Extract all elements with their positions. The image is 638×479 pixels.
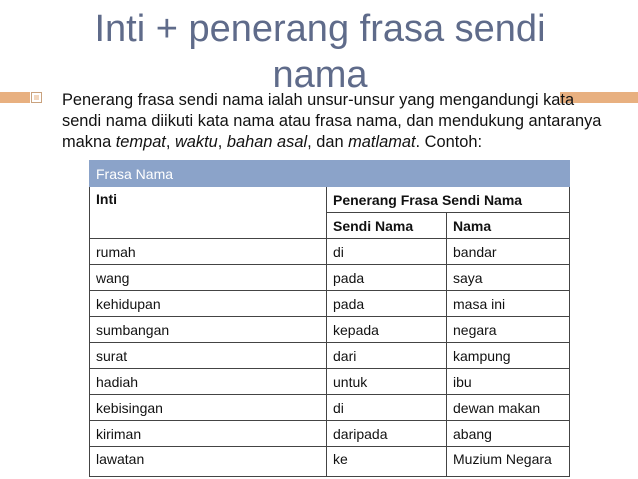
- slide-title-line2: nama: [272, 54, 368, 96]
- cell-nama: kampung: [447, 343, 570, 369]
- paragraph-separator: ,: [217, 133, 227, 151]
- cell-nama: abang: [447, 421, 570, 447]
- cell-nama: bandar: [447, 239, 570, 265]
- paragraph-separator: , dan: [307, 133, 349, 151]
- header-sendi-nama: Sendi Nama: [327, 213, 447, 239]
- cell-nama: Muzium Negara: [447, 447, 570, 477]
- cell-sendi-nama: di: [327, 239, 447, 265]
- paragraph-item-bahan-asal: bahan asal: [226, 133, 308, 151]
- header-inti: Inti: [90, 187, 327, 239]
- cell-nama: saya: [447, 265, 570, 291]
- cell-inti: kiriman: [90, 421, 327, 447]
- header-frasa-nama: Frasa Nama: [90, 161, 570, 187]
- cell-inti: sumbangan: [90, 317, 327, 343]
- cell-inti: kebisingan: [90, 395, 327, 421]
- table-row: [90, 265, 570, 291]
- cell-inti: lawatan: [90, 447, 327, 477]
- cell-nama: ibu: [447, 369, 570, 395]
- cell-nama: masa ini: [447, 291, 570, 317]
- paragraph-item-matlamat: matlamat: [348, 133, 416, 151]
- frasa-nama-table: [89, 160, 570, 477]
- accent-rule-left: [0, 92, 30, 103]
- table-row: [90, 447, 570, 477]
- cell-sendi-nama: pada: [327, 265, 447, 291]
- table-row: [90, 239, 570, 265]
- table-header-row: [90, 187, 570, 213]
- table-row: [90, 395, 570, 421]
- paragraph-item-tempat: tempat: [115, 133, 166, 151]
- cell-sendi-nama: ke: [327, 447, 447, 477]
- cell-inti: rumah: [90, 239, 327, 265]
- cell-sendi-nama: di: [327, 395, 447, 421]
- cell-inti: kehidupan: [90, 291, 327, 317]
- paragraph-lead: Penerang frasa sendi nama ialah unsur-unsur yang mengandungi kata sendi nama diikuti kata nama atau frasa nama, dan mendukung antaranya makna: [62, 91, 602, 151]
- cell-sendi-nama: dari: [327, 343, 447, 369]
- paragraph-item-waktu: waktu: [174, 133, 218, 151]
- table-row: [90, 317, 570, 343]
- header-nama: Nama: [447, 213, 570, 239]
- cell-sendi-nama: untuk: [327, 369, 447, 395]
- header-penerang: Penerang Frasa Sendi Nama: [327, 187, 570, 213]
- table-body: [90, 239, 570, 477]
- cell-inti: hadiah: [90, 369, 327, 395]
- slide-title-line1: Inti + penerang frasa sendi: [94, 8, 546, 50]
- cell-sendi-nama: pada: [327, 291, 447, 317]
- cell-inti: wang: [90, 265, 327, 291]
- cell-sendi-nama: daripada: [327, 421, 447, 447]
- table-row: [90, 421, 570, 447]
- table-row: [90, 291, 570, 317]
- slide-title: [60, 6, 580, 98]
- cell-sendi-nama: kepada: [327, 317, 447, 343]
- table-header-row: [90, 161, 570, 187]
- table-row: [90, 343, 570, 369]
- paragraph-separator: ,: [165, 133, 175, 151]
- bullet-square-icon: [31, 92, 42, 103]
- table-row: [90, 369, 570, 395]
- body-paragraph: [62, 90, 610, 153]
- cell-inti: surat: [90, 343, 327, 369]
- cell-nama: negara: [447, 317, 570, 343]
- paragraph-tail: . Contoh:: [415, 133, 483, 151]
- cell-nama: dewan makan: [447, 395, 570, 421]
